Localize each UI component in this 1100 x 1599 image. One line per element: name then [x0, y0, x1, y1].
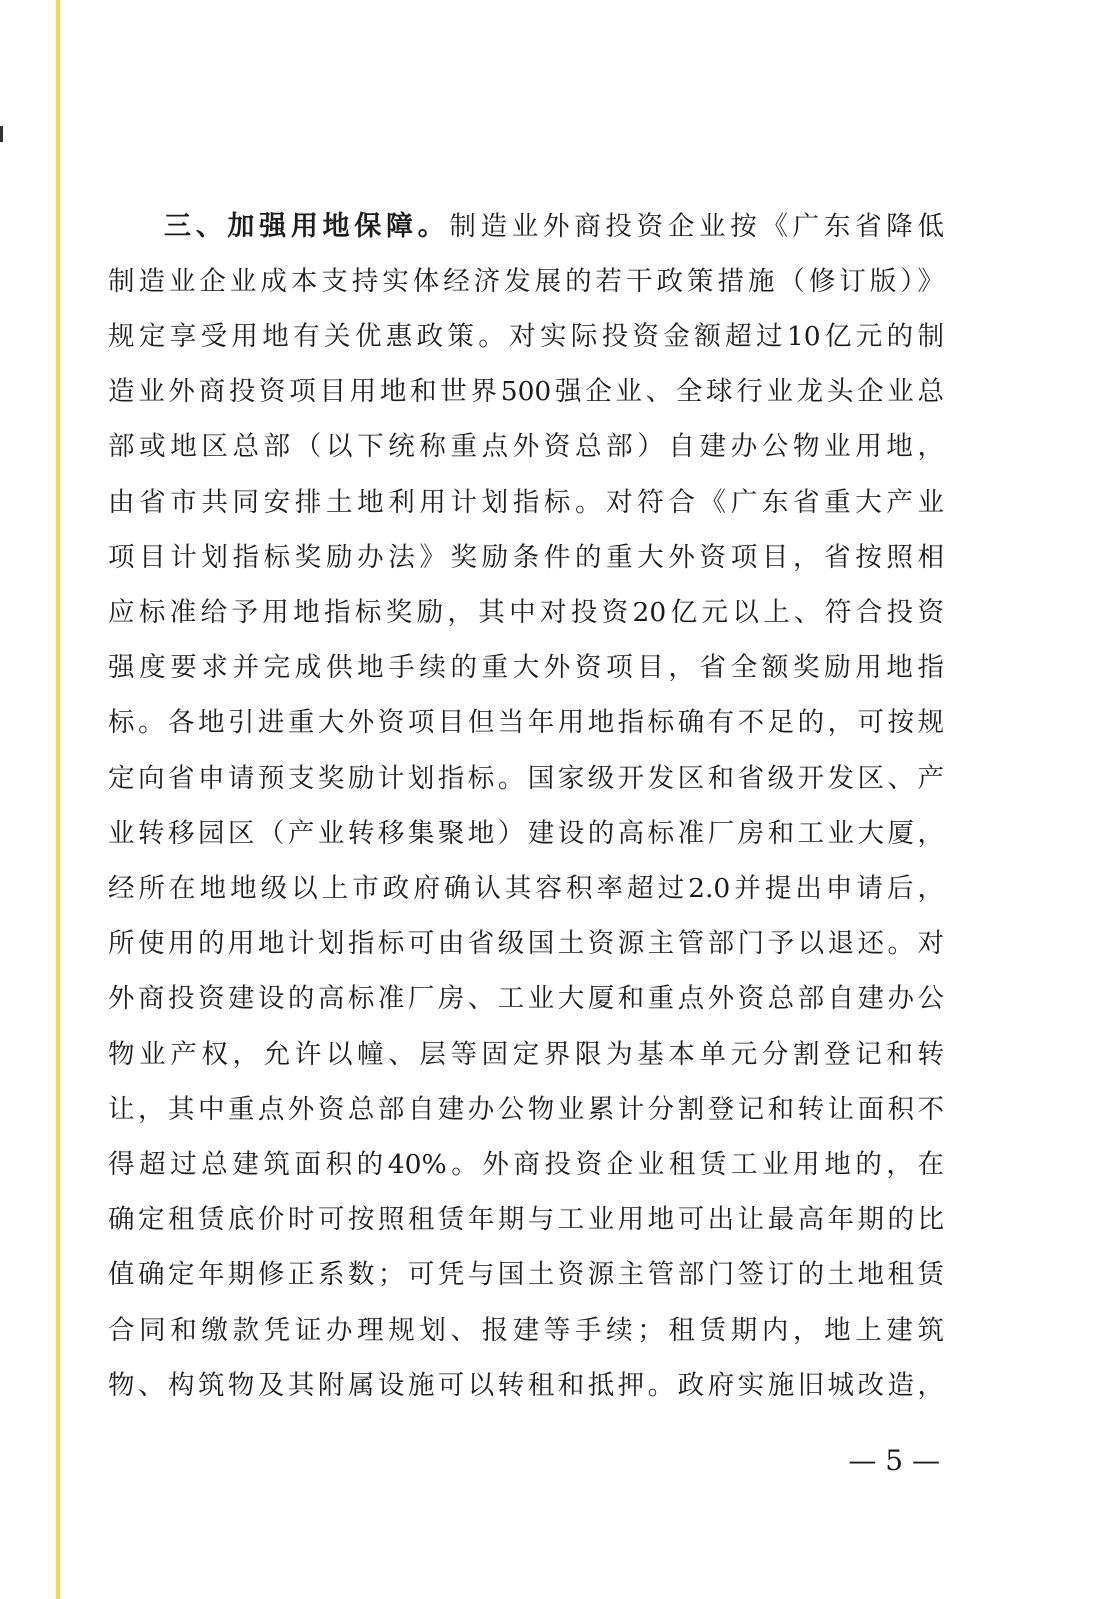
section-heading: 三、加强用地保障。 [164, 211, 450, 242]
paragraph-line: 项目计划指标奖励办法》奖励条件的重大外资项目，省按照相 [108, 542, 944, 573]
paragraph-line: 由省市共同安排土地利用计划指标。对符合《广东省重大产业 [108, 487, 944, 518]
paragraph-line-text: 制造业外商投资企业按《广东省降低 [449, 211, 944, 242]
paragraph-line: 让，其中重点外资总部自建办公物业累计分割登记和转让面积不 [108, 1094, 944, 1125]
paragraph-line: 确定租赁底价时可按照租赁年期与工业用地可出让最高年期的比 [108, 1204, 944, 1235]
paragraph-line: 定向省申请预支奖励计划指标。国家级开发区和省级开发区、产 [108, 763, 944, 794]
paragraph-line: 外商投资建设的高标准厂房、工业大厦和重点外资总部自建办公 [108, 983, 944, 1014]
page-number: — 5 — [848, 1444, 940, 1477]
paragraph-line: 所使用的用地计划指标可由省级国土资源主管部门予以退还。对 [108, 928, 944, 959]
paragraph-line: 业转移园区（产业转移集聚地）建设的高标准厂房和工业大厦， [108, 818, 944, 849]
binding-edge [56, 0, 60, 1599]
paragraph-line: 部或地区总部（以下统称重点外资总部）自建办公物业用地， [108, 431, 944, 462]
paragraph-line: 经所在地地级以上市政府确认其容积率超过2.0并提出申请后， [108, 873, 944, 904]
paragraph-line: 规定享受用地有关优惠政策。对实际投资金额超过10亿元的制 [108, 321, 944, 352]
paragraph-line: 物、构筑物及其附属设施可以转租和抵押。政府实施旧城改造， [108, 1370, 944, 1401]
paragraph-line: 得超过总建筑面积的40%。外商投资企业租赁工业用地的，在 [108, 1149, 944, 1180]
paragraph-line: 合同和缴款凭证办理规划、报建等手续；租赁期内，地上建筑 [108, 1315, 944, 1346]
paragraph-line: 物业产权，允许以幢、层等固定界限为基本单元分割登记和转 [108, 1039, 944, 1070]
paragraph-line: 值确定年期修正系数；可凭与国土资源主管部门签订的土地租赁 [108, 1259, 944, 1290]
paragraph-line: 标。各地引进重大外资项目但当年用地指标确有不足的，可按规 [108, 707, 944, 738]
paragraph-line: 造业外商投资项目用地和世界500强企业、全球行业龙头企业总 [108, 376, 944, 407]
paragraph-line [108, 207, 944, 247]
paragraph-line: 制造业企业成本支持实体经济发展的若干政策措施（修订版）》 [108, 266, 944, 297]
paragraph-line: 应标准给予用地指标奖励，其中对投资20亿元以上、符合投资 [108, 597, 944, 628]
paragraph-line: 强度要求并完成供地手续的重大外资项目，省全额奖励用地指 [108, 652, 944, 683]
binding-mark [0, 126, 3, 142]
